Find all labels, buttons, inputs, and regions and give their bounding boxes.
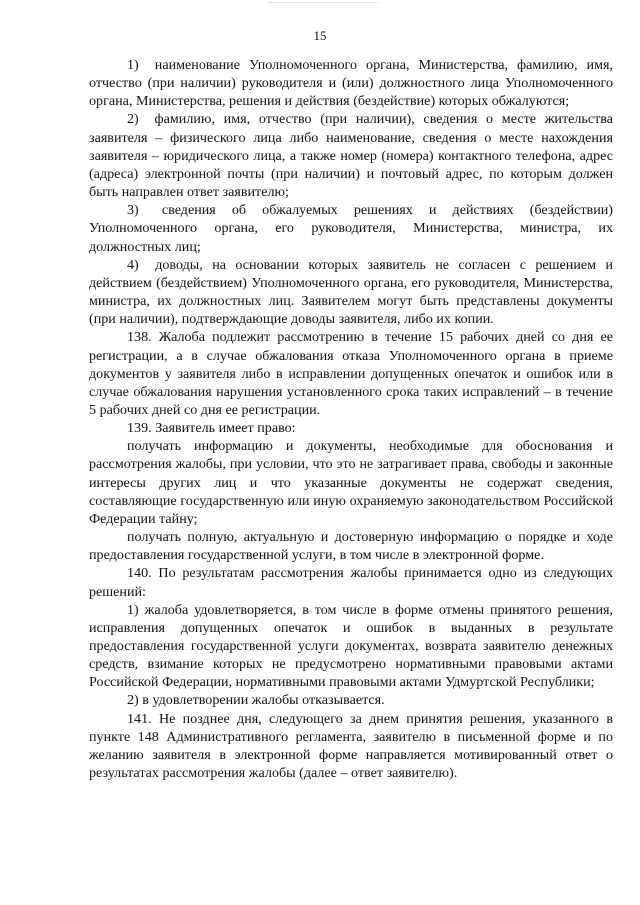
clause-140-decision-2: 2) в удовлетворении жалобы отказывается. <box>127 692 385 709</box>
list-item-3-appealed-decisions: 3) сведения об обжалуемых решениях и действиях (бездействии) Уполномоченного органа, его руководителя, Министерства, министра, их должностных лиц; <box>89 202 613 255</box>
clause-140-decision-1: 1) жалоба удовлетворяется, в том числе в форме отмены принятого решения, исправления допущенных опечаток и ошибок в выданных в результате предоставления государственной услуги документах, возврата заявителю денежных средств, взимание которых не предусмотрено нормативными правовыми актами Российской Федерации, нормативными правовыми актами Удмуртской Республики; <box>89 601 613 691</box>
list-item-2-applicant-details: 2) фамилию, имя, отчество (при наличии), сведения о месте жительства заявителя – физического лица либо наименование, сведения о месте нахождения заявителя – юридического лица, а также номер (номера) контактного телефона, адрес (адреса) электронной почты (при наличии) и почтовый адрес, по которым должен быть направлен ответ заявителю; <box>89 111 613 201</box>
document-body <box>89 56 613 782</box>
clause-140: 140. По результатам рассмотрения жалобы принимается одно из следующих решений: <box>89 565 613 600</box>
clause-139: 139. Заявитель имеет право: <box>127 420 296 437</box>
list-item-1-complaint-subject: 1) наименование Уполномоченного органа, Министерства, фамилию, имя, отчество (при наличии) руководителя и (или) должностного лица Уполномоченного органа, Министерства, решения и действия (бездействие) которых обжалуются; <box>89 57 613 110</box>
list-item-4-arguments: 4) доводы, на основании которых заявитель не согласен с решением и действием (бездействием) Уполномоченного органа, его руководителя, Министерства, министра, их должностных лиц. Заявителем могут быть представлены документы (при наличии), подтверждающие доводы заявителя, либо их копии. <box>89 256 613 328</box>
clause-141: 141. Не позднее дня, следующего за днем принятия решения, указанного в пункте 148 Административного регламента, заявителю в письменной форме и по желанию заявителя в электронной форме направляется мотивированный ответ о результатах рассмотрения жалобы (далее – ответ заявителю). <box>89 710 613 782</box>
clause-138: 138. Жалоба подлежит рассмотрению в течение 15 рабочих дней со дня ее регистрации, а в случае обжалования отказа Уполномоченного органа в приеме документов у заявителя либо в исправлении допущенных опечаток и ошибок или в случае обжалования нарушения установленного срока таких исправлений – в течение 5 рабочих дней со дня ее регистрации. <box>89 329 613 418</box>
clause-139-right-2: получать полную, актуальную и достоверную информацию о порядке и ходе предоставления государственной услуги, в том числе в электронной форме. <box>89 529 613 564</box>
page-number: 15 <box>313 28 327 43</box>
clause-139-right-1: получать информацию и документы, необходимые для обоснования и рассмотрения жалобы, при условии, что это не затрагивает права, свободы и законные интересы других лиц и что указанные документы не содержат сведения, составляющие государственную или иную охраняемую законодательством Российской Федерации тайну; <box>89 438 613 527</box>
scan-artifact <box>268 2 378 5</box>
